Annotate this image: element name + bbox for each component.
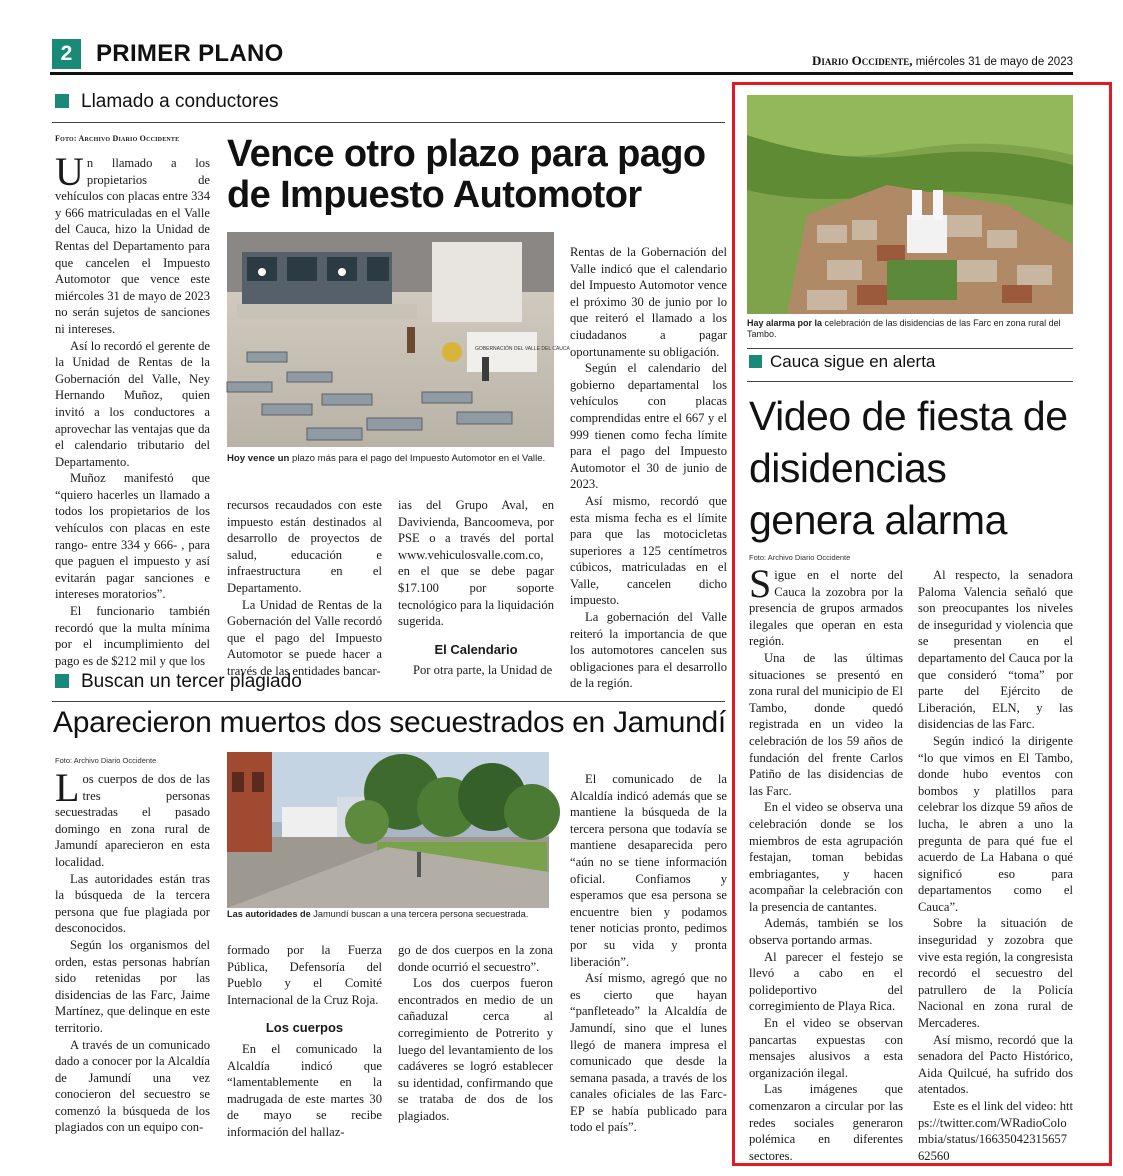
story2-column-2: formado por la Fuerza Pública, Defensoría del Pueblo y el Comité Internacional de la Cruz Roja. Los cuerpos En el comunicado la Alcaldía indicó que “lamentablemente en la madrugada de este martes 30 de mayo se recibe información del hallaz- [227,943,382,1139]
jamundi-plaza-image [227,752,549,908]
story3-column-1: Sigue en el norte del Cauca la zozobra por la presencia de grupos armados ilegales que operan en esta región. Una de las últimas situaciones se presentó en zona rural del municipio de El Tambo, donde quedó registrada en un video la celebración de los 59 años de fundación del frente Carlos Patiño de las disidencias de las Farc. En el video se observa una celebración donde se los miembros de esta agrupación festajan, toman bebidas embriagantes, y hacen acompañar la celebración con la presencia de cantantes. Además, también se los observa portando armas. Al parecer el festejo se llevó a cabo en el polideportivo del corregimiento de Playa Rica. En el video se observan pancartas expuestas con mensajes alusivos a esta organización ilegal. Las imágenes que comenzaron a circular por las redes sociales generaron polémica en diferentes sectores. [749,561,903,1163]
story3-kicker-rule [747,381,1073,382]
story3-photo-credit: Foto: Archivo Diario Occidente [749,553,851,562]
story3-column-2: Al respecto, la senadora Paloma Valencia señaló que son preocupantes los niveles de inseguridad y violencia que se presentan en el departamento del Cauca por la que consideró “toma” por parte del Ejército de Liberación, ELN, y las disidencias de las Farc. Según indicó la dirigente “lo que vimos en El Tambo, donde hubo eventos con bombos y platillos para celebrar los dizque 59 años de lucha, le abren a uno la pregunta de para qué fue el acuerdo de La Habana o qué significó eso para departamentos como el Cauca”. Sobre la situación de inseguridad y zozobra que vive esta región, la congresista recordó el secuestro del patrullero de la Policía Nacional en zona rural de Mercaderes. Así mismo, recordó que la senadora del Pacto Histórico, Aida Quilcué, ha sufrido dos atentados. Este es el link del video: https://twitter.com/WRadioColombia/status/1663504231565762560 [918,568,1073,1163]
header-rule [50,72,1073,75]
masthead-date [812,53,1073,69]
story2-headline: Aparecieron muertos dos secuestrados en Jamundí [53,706,726,739]
kicker-square-icon [55,674,69,688]
dropcap: S [749,561,772,606]
video-link-text: Este es el link del video: https://twitter.com/WRadioColombia/status/1663504231565762560 [918,1099,1073,1163]
story1-kicker-rule [52,122,725,123]
story1-photo-caption: Hoy vence un plazo más para el pago del Impuesto Automotor en el Valle. [227,453,546,464]
issue-date: miércoles 31 de mayo de 2023 [912,56,1073,68]
photo-sign-text: GOBERNACIÓN DEL VALLE DEL CAUCA [475,346,570,352]
dropcap: L [55,765,80,810]
story1-kicker: Llamado a conductores [55,91,279,113]
page-number-badge [52,39,81,69]
story1-photo [227,232,570,447]
story3-kicker: Cauca sigue en alerta [749,352,935,372]
subhead-calendario: El Calendario [434,641,518,657]
el-tambo-aerial-image [747,95,1073,314]
story3-caption-rule [747,348,1073,349]
tax-office-hall-image [227,232,570,447]
story1-column-4: Rentas de la Gobernación del Valle indicó que el calendario del Impuesto Automotor vence el próximo 30 de junio por lo que reiteró el llamado a los ciudadanos a pagar oportunamente su obligación. Según el calendario del gobierno departamental los vehículos con placas comprendidas entre el 667 y el 999 tienen como fecha límite para el pago del Impuesto Automotor el 30 de junio de 2023. Así mismo, recordó que esta misma fecha es el límite para que las motocicletas superiores a 125 centímetros cúbicos, matriculadas en el Valle, cancelen dicho impuesto. La gobernación del Valle reiteró la importancia de que los automotores cancelen sus obligaciones para el desarrollo de la región. [570,245,727,691]
story3-headline: Video de fiesta de disidencias genera alarma [749,393,1068,543]
paper-name: Diario Occidente, [812,53,913,68]
story1-headline: Vence otro plazo para pago de Impuesto Automotor [227,133,706,216]
story2-column-3: go de dos cuerpos en la zona donde ocurrió el secuestro”. Los dos cuerpos fueron encontrados en medio de un cañaduzal cerca al corregimiento de Potrerito y luego del levantamiento de los cadáveres se logró establecer su identidad, confirmando que se trataba de dos de los plagiados. [398,943,553,1123]
kicker-square-icon [749,355,762,368]
story1-column-1: Un llamado a los propietarios de vehículos con placas entre 334 y 666 matriculadas en el Valle del Cauca, hizo la Unidad de Rentas del Departamento para que cancelen el Impuesto Automotor que vence este miércoles 31 de mayo de 2023 no serán sujetos de sanciones ni intereses. Así lo recordó el gerente de la Unidad de Rentas de la Gobernación del Valle, Ney Hernando Muñoz, quien invitó a los conductores a aprovechar las ventajas que da el calendario tributario del Departamento. Muñoz manifestó que “quiero hacerles un llamado a todos los propietarios de los vehículos con placas en este rango- entre 334 y 666- , para que paguen el impuesto y así evitarán pagar sanciones e intereses moratorios”. El funcionario también recordó que la multa mínima por el incumplimiento del pago es de $212 mil y que los [55,149,210,668]
story2-column-1: Los cuerpos de dos de las tres personas secuestradas el pasado domingo en zona rural de Jamundí aparecieron en esta localidad. Las autoridades están tras la búsqueda de la tercera persona que fue plagiada por desconocidos. Según los organismos del orden, estas personas habrían sido retenidas por las disidencias de las Farc, Jaime Martínez, que delinque en este territorio. A través de un comunicado dado a conocer por la Alcaldía de Jamundí una vez conocieron del secuestro se comenzó la búsqueda de los plagiados con un equipo con- [55,765,210,1135]
story1-photo-credit: Foto: Archivo Diario Occidente [55,134,180,143]
story1-column-2: recursos recaudados con este impuesto están destinados al desarrollo de proyectos de salud, educación e infraestructura en el Departamento. La Unidad de Rentas de la Gobernación del Valle recordó que el pago del Impuesto Automotor se puede hacer a través de las entidades bancar- [227,498,382,678]
page-number: 2 [60,42,73,65]
story2-photo-caption: Las autoridades de Jamundí buscan a una tercera persona secuestrada. [227,909,529,919]
story2-photo [227,752,549,908]
story2-kicker-rule [52,701,725,702]
story2-photo-credit: Foto: Archivo Diario Occidente [55,756,157,765]
section-title: PRIMER PLANO [96,40,284,67]
dropcap: U [55,149,84,194]
story2-column-4: El comunicado de la Alcaldía indicó además que se mantiene la búsqueda de la tercera persona que todavía se mantiene desaparecida pero “aún no se tiene información oficial. Confiamos y esperamos que esa persona se encuentre bien y podamos tener noticias pronto, pedimos por su vida y pronta liberación”. Así mismo, agregó que no es cierto que hayan “panfleteado” la Alcaldía de Jamundí, sino que el lunes llegó de manera impresa el comunicado que desde la semana pasada, a través de los canales oficiales de las Farc-EP se había publicado para todo el país”. [570,772,727,1135]
story1-column-3: ias del Grupo Aval, en Davivienda, Bancoomeva, por PSE o a través del portal www.vehiculosvalle.com.co, en el que se debe pagar $17.100 por soporte tecnológico para la liquidación sugerida. El Calendario Por otra parte, la Unidad de [398,498,554,678]
subhead-los-cuerpos: Los cuerpos [265,1020,344,1036]
kicker-square-icon [55,94,69,108]
story3-photo-caption: Hay alarma por la celebración de las disidencias de las Farc en zona rural del Tambo. [747,318,1061,339]
story2-kicker: Buscan un tercer plagiado [55,671,302,693]
story3-photo [747,95,1073,314]
